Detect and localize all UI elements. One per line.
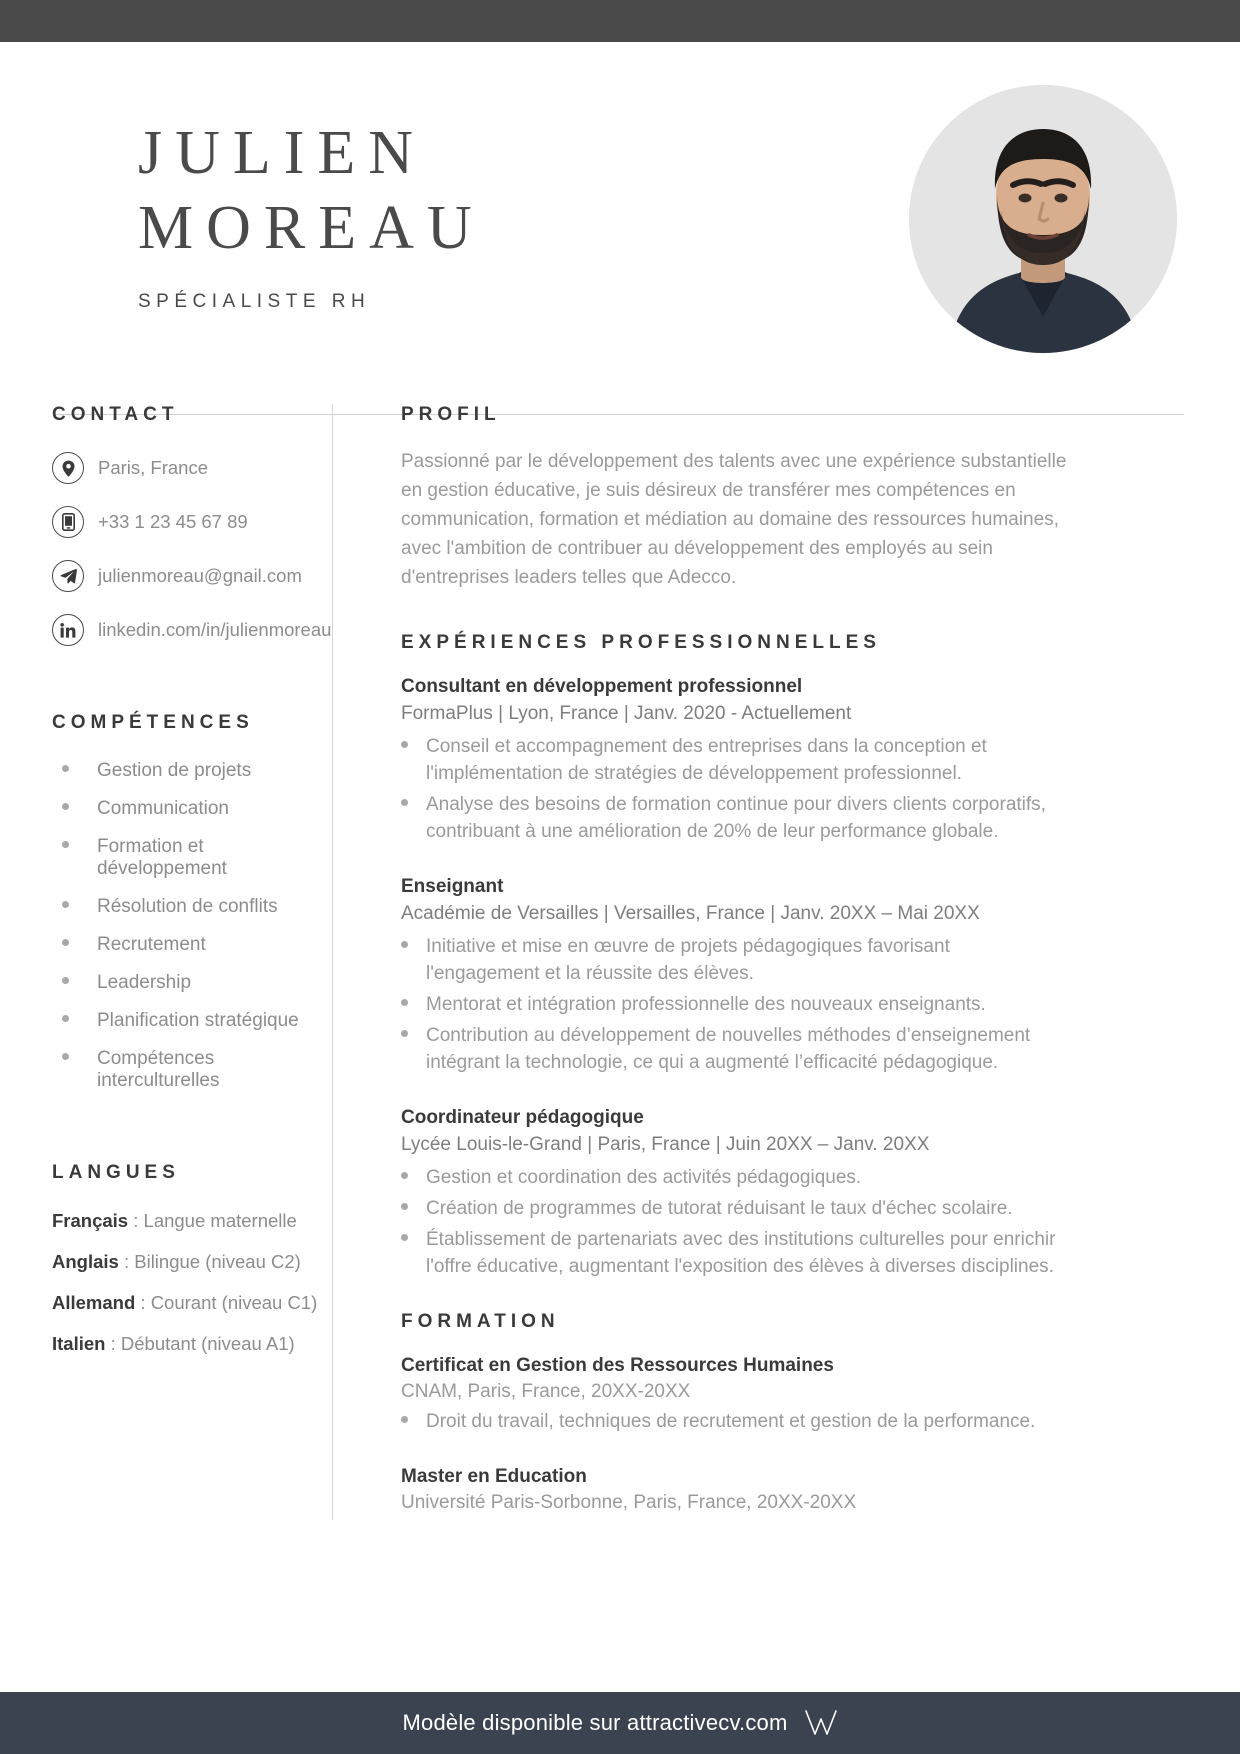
first-name: JULIEN [138, 119, 427, 187]
list-item [401, 1409, 1068, 1436]
bullet-icon [401, 999, 408, 1006]
bullet-icon [401, 799, 408, 806]
list-item [52, 896, 332, 918]
education-section-title: FORMATION [401, 1310, 560, 1332]
top-decorative-bar [0, 0, 1240, 42]
bullet-text: Droit du travail, techniques de recrutement et gestion de la performance. [426, 1410, 1036, 1432]
skill-label: Résolution de conflits [97, 896, 278, 917]
contact-item-linkedin[interactable] [52, 614, 332, 646]
list-item [52, 836, 332, 880]
skill-label: Compétences interculturelles [97, 1048, 220, 1091]
job-bullet-list [401, 1165, 1068, 1281]
bullet-icon [62, 939, 69, 946]
languages-section [52, 1162, 332, 1355]
job-title: SPÉCIALISTE RH [138, 290, 371, 312]
experience-section [401, 632, 1068, 1281]
bullet-icon [401, 941, 408, 948]
contact-phone-value: +33 1 23 45 67 89 [98, 511, 248, 532]
bullet-text: Mentorat et intégration professionnelle des nouveaux enseignants. [426, 994, 986, 1016]
skill-label: Planification stratégique [97, 1010, 299, 1031]
skill-label: Gestion de projets [97, 760, 252, 781]
portrait-illustration [909, 85, 1177, 353]
bullet-text: Gestion et coordination des activités pédagogiques. [426, 1167, 862, 1189]
contact-item-phone[interactable] [52, 506, 332, 538]
job-role: Coordinateur pédagogique [401, 1107, 644, 1129]
list-item [52, 1292, 332, 1314]
job-role: Enseignant [401, 876, 504, 898]
experience-section-title: EXPÉRIENCES PROFESSIONNELLES [401, 632, 881, 654]
job-meta: Académie de Versailles | Versailles, France | Janv. 20XX – Mai 20XX [401, 903, 980, 925]
bullet-icon [401, 1234, 408, 1241]
profile-text: Passionné par le développement des talents avec une expérience substantielle en gestion éducative, je suis désireux de transférer mes compétences en communication, formation et médiation au domaine des ressources humaines, avec l'ambition de contribuer au développement des employés au sein d'entreprises leaders telles que Adecco. [401, 451, 1067, 588]
skills-section-title: COMPÉTENCES [52, 712, 254, 733]
list-item [52, 934, 332, 956]
education-entry [401, 1466, 1068, 1514]
degree-meta: CNAM, Paris, France, 20XX-20XX [401, 1380, 691, 1402]
job-bullet-list [401, 934, 1068, 1077]
skill-label: Leadership [97, 972, 192, 993]
cv-header [0, 42, 1240, 372]
bullet-text: Conseil et accompagnement des entreprises dans la conception et l'implémentation de stratégies de développement professionnel. [426, 736, 987, 785]
list-item [401, 792, 1068, 846]
experience-entry [401, 676, 1068, 846]
bullet-icon [62, 1053, 69, 1060]
skill-label: Recrutement [97, 934, 206, 955]
language-level: : Débutant (niveau A1) [105, 1333, 295, 1354]
location-pin-icon [52, 452, 84, 484]
contact-linkedin-value: linkedin.com/in/julienmoreau [98, 619, 332, 640]
job-bullet-list [401, 734, 1068, 846]
contact-location-value: Paris, France [98, 457, 209, 478]
language-level: : Bilingue (niveau C2) [118, 1251, 301, 1272]
list-item [52, 1010, 332, 1032]
contact-list [52, 452, 332, 646]
bullet-text: Établissement de partenariats avec des institutions culturelles pour enrichir l'offre éducative, augmentant l'exposition des élèves à diverses disciplines. [426, 1229, 1056, 1277]
bullet-icon [62, 901, 69, 908]
bullet-icon [62, 803, 69, 810]
linkedin-icon [52, 614, 84, 646]
bullet-icon [401, 1203, 408, 1210]
sidebar [0, 404, 332, 1520]
profile-section [401, 404, 1068, 592]
language-name: Allemand [52, 1292, 136, 1313]
bullet-text: Initiative et mise en œuvre de projets pédagogiques favorisant l'engagement et la réussite des élèves. [426, 936, 950, 985]
list-item [401, 1227, 1068, 1281]
bullet-text: Création de programmes de tutorat réduisant le taux d'échec scolaire. [426, 1198, 1013, 1220]
list-item [401, 1023, 1068, 1077]
bullet-icon [401, 741, 408, 748]
education-section [401, 1311, 1068, 1514]
profile-photo [909, 85, 1177, 353]
bullet-icon [62, 765, 69, 772]
job-role: Consultant en développement professionnel [401, 676, 803, 698]
attractivecv-w-logo-icon [804, 1708, 838, 1738]
contact-item-location[interactable] [52, 452, 332, 484]
education-bullet-list [401, 1409, 1068, 1436]
language-name: Français [52, 1210, 129, 1231]
education-entry [401, 1355, 1068, 1436]
degree-title: Certificat en Gestion des Ressources Humaines [401, 1354, 834, 1376]
list-item [52, 1048, 332, 1092]
profile-section-title: PROFIL [401, 404, 501, 425]
bullet-icon [62, 1015, 69, 1022]
footer-text: Modèle disponible sur attractivecv.com [402, 1710, 788, 1735]
main-content [332, 404, 1240, 1520]
bullet-icon [401, 1030, 408, 1037]
cv-body [0, 404, 1240, 1520]
name-block [138, 114, 778, 313]
list-item [401, 1165, 1068, 1192]
list-item [401, 934, 1068, 988]
bullet-text: Contribution au développement de nouvelles méthodes d’enseignement intégrant la technologie, ce qui a augmenté l’efficacité pédagogique. [426, 1025, 1031, 1074]
contact-item-email[interactable] [52, 560, 332, 592]
skills-section [52, 712, 332, 1092]
list-item [52, 1210, 332, 1232]
skill-label: Formation et développement [97, 836, 227, 879]
language-level: : Langue maternelle [128, 1210, 297, 1231]
footer-bar [0, 1692, 1240, 1754]
contact-email-value: julienmoreau@gnail.com [98, 565, 302, 586]
bullet-icon [62, 977, 69, 984]
list-item [401, 1196, 1068, 1223]
bullet-text: Analyse des besoins de formation continue pour divers clients corporatifs, contribuant à une amélioration de 20% de leur performance globale. [426, 794, 1046, 843]
list-item [52, 1251, 332, 1273]
skill-label: Communication [97, 798, 229, 819]
job-meta: Lycée Louis-le-Grand | Paris, France | Juin 20XX – Janv. 20XX [401, 1134, 930, 1156]
language-name: Anglais [52, 1251, 119, 1272]
list-item [52, 798, 332, 820]
language-name: Italien [52, 1333, 106, 1354]
degree-meta: Université Paris-Sorbonne, Paris, France, 20XX-20XX [401, 1491, 857, 1513]
list-item [401, 734, 1068, 788]
job-meta: FormaPlus | Lyon, France | Janv. 2020 - Actuellement [401, 703, 852, 725]
bullet-icon [401, 1416, 408, 1423]
experience-entry [401, 876, 1068, 1077]
send-email-icon [52, 560, 84, 592]
list-item [52, 760, 332, 782]
bullet-icon [401, 1172, 408, 1179]
list-item [401, 992, 1068, 1019]
degree-title: Master en Education [401, 1465, 587, 1487]
last-name: MOREAU [138, 194, 485, 263]
phone-icon [52, 506, 84, 538]
bullet-icon [62, 841, 69, 848]
contact-section-title: CONTACT [52, 404, 179, 425]
list-item [52, 1333, 332, 1355]
list-item [52, 972, 332, 994]
experience-entry [401, 1107, 1068, 1281]
languages-section-title: LANGUES [52, 1162, 180, 1183]
language-level: : Courant (niveau C1) [135, 1292, 318, 1313]
